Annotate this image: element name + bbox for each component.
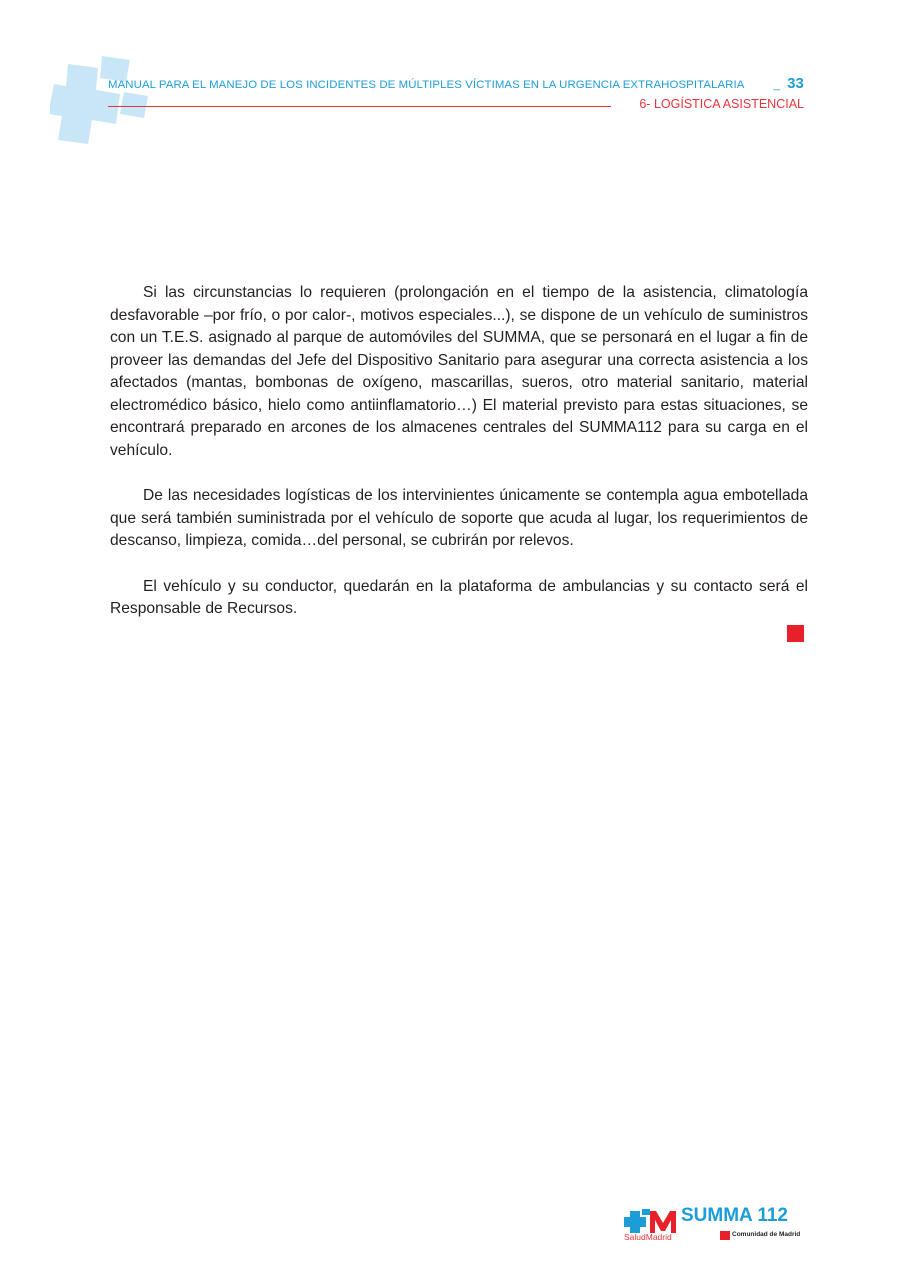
comunidad-label: Comunidad de Madrid [732,1231,801,1238]
end-square-icon [787,625,804,642]
comunidad-flag-icon [720,1231,730,1240]
body-text [110,282,808,644]
cross-logo-icon [50,52,150,147]
salud-madrid-label: SaludMadrid [624,1232,672,1242]
section-title: 6- LOGÍSTICA ASISTENCIAL [639,97,804,111]
header-title-text: MANUAL PARA EL MANEJO DE LOS INCIDENTES DE MÚLTIPLES VÍCTIMAS EN LA URGENCIA EXTRAHOSPITALARIA [108,79,745,91]
paragraph-3: El vehículo y su conductor, quedarán en la plataforma de ambulancias y su contacto será el Responsable de Recursos. [110,577,808,617]
header-rule [108,106,611,107]
page-number: 33 [787,75,804,92]
paragraph-1: Si las circunstancias lo requieren (prolongación en el tiempo de la asistencia, climatología desfavorable –por frío, o por calor-, motivos especiales...), se dispone de un vehículo de suministros con un T.E.S. asignado al parque de automóviles del SUMMA, que se personará en el lugar a fin de proveer las demandas del Jefe del Dispositivo Sanitario para asegurar una correcta asistencia a los afectados (mantas, bombonas de oxígeno, mascarillas, sueros, otro material sanitario, material electromédico básico, hielo como antiinflamatorio…) El material previsto para estas situaciones, se encontrará preparado en arcones de los almacenes centrales del SUMMA112 para su carga en el vehículo. [110,284,808,459]
paragraph-2: De las necesidades logísticas de los intervinientes únicamente se contempla agua embotellada que será también suministrada por el vehículo de soporte que acuda al lugar, los requerimientos de descanso, limpieza, comida…del personal, se cubrirán por relevos. [110,487,808,549]
summa-label: SUMMA 112 [681,1205,788,1226]
header-dash: _ [773,79,780,91]
header-title [108,75,804,92]
